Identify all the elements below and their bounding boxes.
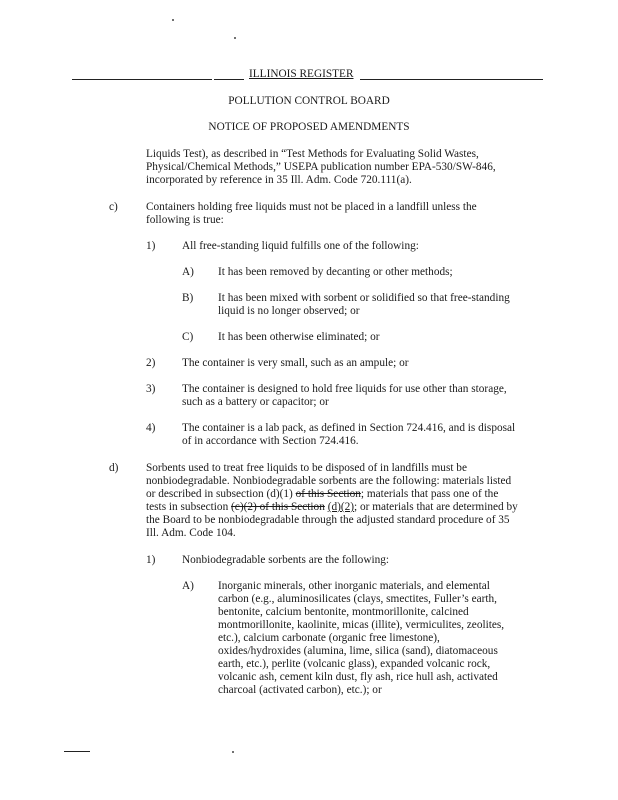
header-rule-right [360,79,543,80]
inserted-text: (d)(2) [327,501,355,513]
item-text: such as a battery or capacitor; or [182,396,329,408]
item-label: 2) [146,357,156,369]
subsection-label: d) [109,462,119,474]
text-run: tests in subsection [146,501,232,513]
item-text: of in accordance with Section 724.416. [182,435,359,447]
scan-speck [172,19,174,21]
item-label: B) [182,292,194,304]
item-label: 1) [146,240,156,252]
item-text: bentonite, calcium bentonite, montmorillonite, calcined [218,606,469,618]
subsection-text [146,501,518,514]
footer-mark [64,751,90,752]
item-label: 1) [146,554,156,566]
item-text: The container is designed to hold free liquids for use other than storage, [182,383,507,395]
subsection-text: following is true: [146,214,224,226]
item-text: carbon (e.g., aluminosilicates (clays, smectites, Fuller’s earth, [218,593,497,605]
item-text: The container is a lab pack, as defined in Section 724.416, and is disposal [182,422,516,434]
item-label: A) [182,580,194,592]
item-text: volcanic ash, cement kiln dust, fly ash, rice hull ash, activated [218,671,498,683]
text-run: or described in subsection (d)(1) [146,488,296,500]
subsection-text [146,488,498,501]
item-text: It has been removed by decanting or other methods; [218,266,453,278]
item-text: montmorillonite, kaolinite, micas (illite), vermiculites, zeolites, [218,619,505,631]
subsection-text: nonbiodegradable. Nonbiodegradable sorbents are the following: materials listed [146,475,512,487]
notice-title: NOTICE OF PROPOSED AMENDMENTS [208,121,410,133]
intro-line: Physical/Chemical Methods,” USEPA publication number EPA-530/SW-846, [146,161,496,173]
intro-line: Liquids Test), as described in “Test Methods for Evaluating Solid Wastes, [146,148,479,160]
item-text: It has been otherwise eliminated; or [218,331,380,343]
item-text: Nonbiodegradable sorbents are the following: [182,554,390,566]
item-text: etc.), calcium carbonate (organic free limestone), [218,632,440,644]
subsection-label: c) [109,201,118,213]
register-title: ILLINOIS REGISTER [249,68,354,80]
scan-speck [234,37,236,39]
item-text: The container is very small, such as an ampule; or [182,357,409,369]
subsection-text: Sorbents used to treat free liquids to be disposed of in landfills must be [146,462,467,474]
item-label: 4) [146,422,156,434]
deleted-text: (c)(2) of this Section [231,501,325,513]
subsection-text: the Board to be nonbiodegradable through the adjusted standard procedure of 35 [146,514,510,526]
scan-speck [232,751,234,753]
subsection-text: Ill. Adm. Code 104. [146,527,236,539]
item-text: oxides/hydroxides (alumina, lime, silica (sand), diatomaceous [218,645,498,657]
item-label: 3) [146,383,156,395]
header-rule-left [72,79,212,80]
item-text: All free-standing liquid fulfills one of the following: [182,240,419,252]
item-label: C) [182,331,194,343]
item-text: charcoal (activated carbon), etc.); or [218,684,382,696]
deleted-text: of this Section [295,488,361,500]
subsection-text: Containers holding free liquids must not be placed in a landfill unless the [146,201,477,213]
item-text: It has been mixed with sorbent or solidified so that free-standing [218,292,510,304]
text-run: ; or materials that are determined by [354,501,518,513]
text-run: ; materials that pass one of the [360,488,499,500]
intro-line: incorporated by reference in 35 Ill. Adm. Code 720.111(a). [146,174,412,186]
item-text: Inorganic minerals, other inorganic materials, and elemental [218,580,490,592]
item-text: liquid is no longer observed; or [218,305,360,317]
item-label: A) [182,266,194,278]
item-text: earth, etc.), perlite (volcanic glass), expanded volcanic rock, [218,658,491,670]
header-rule-mid [214,79,244,80]
board-title: POLLUTION CONTROL BOARD [228,95,390,107]
